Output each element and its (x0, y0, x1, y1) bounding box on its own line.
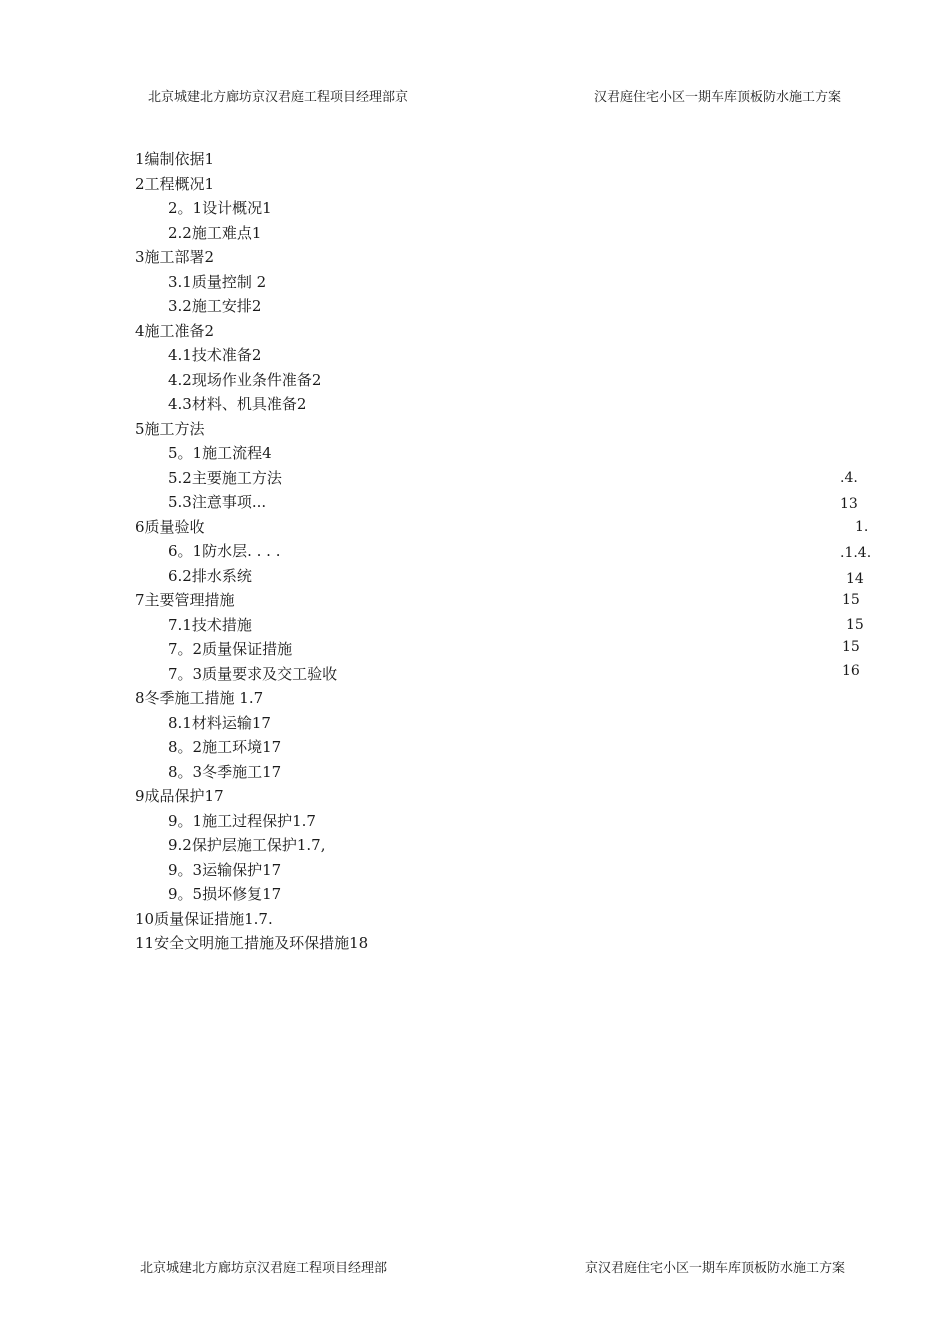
toc-entry-text: 8。2施工环境17 (168, 738, 282, 756)
toc-entry-text: 5施工方法 (135, 419, 205, 438)
toc-entry (0, 221, 950, 246)
toc-entry (0, 833, 950, 858)
toc-entry-text: 11安全文明施工措施及环保措施18 (135, 934, 369, 952)
toc-entry (0, 172, 950, 197)
toc-entry-text: 7。2质量保证措施 (168, 640, 293, 658)
toc-entry-text: 4.2现场作业条件准备2 (168, 370, 322, 389)
toc-entry-text: 8冬季施工措施 1.7 (135, 689, 264, 707)
toc-entry (0, 858, 950, 883)
toc-entry (0, 417, 950, 442)
toc-entry-text: 7。3质量要求及交工验收 (168, 664, 338, 683)
toc-entry (0, 882, 950, 907)
toc-entry-text: 9。5损坏修复17 (168, 885, 282, 903)
toc-entry-page-number: .4. (840, 469, 858, 486)
toc-entry-page-number: 15 (842, 639, 860, 655)
toc-entry-page-number: 1. (855, 518, 869, 535)
toc-entry-text: 1编制依据1 (135, 150, 215, 168)
toc-entry-text: 4施工准备2 (135, 321, 215, 340)
toc-entry-text: 8。3冬季施工17 (168, 762, 282, 781)
toc-entry-text: 3施工部署2 (135, 248, 215, 266)
toc-entry-page-number: 16 (842, 662, 860, 679)
toc-entry (0, 270, 950, 295)
toc-entry (0, 735, 950, 760)
toc-entry-text: 2工程概况1 (135, 174, 215, 193)
toc-entry (0, 441, 950, 466)
toc-entry-text: 7主要管理措施 (135, 591, 235, 609)
toc-entry-text: 8.1材料运输17 (168, 713, 271, 732)
toc-entry-text: 4.1技术准备2 (168, 346, 262, 364)
toc-entry (0, 490, 950, 515)
toc-entry-page-number: 14 (846, 570, 864, 587)
toc-entry-text: 3.2施工安排2 (168, 297, 262, 315)
toc-entry-text: 6.2排水系统 (168, 566, 252, 585)
toc-entry (0, 711, 950, 736)
footer-left-text: 北京城建北方廊坊京汉君庭工程项目经理部 (140, 1261, 388, 1276)
toc-entry-text: 9。1施工过程保护1.7 (168, 811, 316, 830)
toc-entry-text: 9成品保护17 (135, 787, 224, 805)
toc-entry-text: 5.2主要施工方法 (168, 468, 282, 487)
toc-entry (0, 368, 950, 393)
toc-entry (0, 515, 950, 540)
toc-entry-page-number: 15 (842, 592, 860, 608)
toc-entry (0, 662, 950, 687)
toc-entry-text: 9.2保护层施工保护1.7, (168, 836, 326, 854)
toc-entry (0, 294, 950, 319)
toc-entry (0, 196, 950, 221)
toc-entry-text: 2。1设计概况1 (168, 199, 272, 217)
footer-right-text: 京汉君庭住宅小区一期车库顶板防水施工方案 (585, 1261, 846, 1276)
toc-entry-text: 6。1防水层. . . . (168, 542, 281, 560)
toc-entry-page-number: .1.4. (840, 545, 872, 561)
toc-entry-text: 2.2施工难点1 (168, 223, 262, 242)
toc-entry-text: 3.1质量控制 2 (168, 272, 267, 291)
toc-entry-text: 5。1施工流程4 (168, 444, 272, 462)
toc-entry-page-number: 13 (840, 496, 858, 512)
toc-entry-page-number: 15 (846, 616, 864, 633)
toc-entry (0, 686, 950, 711)
toc-entry (0, 784, 950, 809)
toc-entry (0, 392, 950, 417)
toc-entry (0, 931, 950, 956)
table-of-contents (0, 147, 950, 956)
header-right-text: 汉君庭住宅小区一期车库顶板防水施工方案 (594, 90, 842, 105)
toc-entry (0, 147, 950, 172)
toc-entry (0, 319, 950, 344)
toc-entry (0, 539, 950, 564)
toc-entry (0, 613, 950, 638)
toc-entry-text: 5.3注意事项... (168, 493, 267, 511)
toc-entry-text: 7.1技术措施 (168, 615, 252, 634)
toc-entry (0, 245, 950, 270)
toc-entry (0, 466, 950, 491)
toc-entry-text: 6质量验收 (135, 517, 205, 536)
toc-entry (0, 809, 950, 834)
toc-entry (0, 564, 950, 589)
header-left-text: 北京城建北方廊坊京汉君庭工程项目经理部京 (148, 90, 409, 105)
toc-entry (0, 760, 950, 785)
toc-entry (0, 343, 950, 368)
toc-entry (0, 588, 950, 613)
toc-entry (0, 907, 950, 932)
toc-entry-text: 9。3运输保护17 (168, 860, 282, 879)
toc-entry (0, 637, 950, 662)
toc-entry-text: 10质量保证措施1.7. (135, 909, 273, 928)
toc-entry-text: 4.3材料、机具准备2 (168, 395, 307, 413)
